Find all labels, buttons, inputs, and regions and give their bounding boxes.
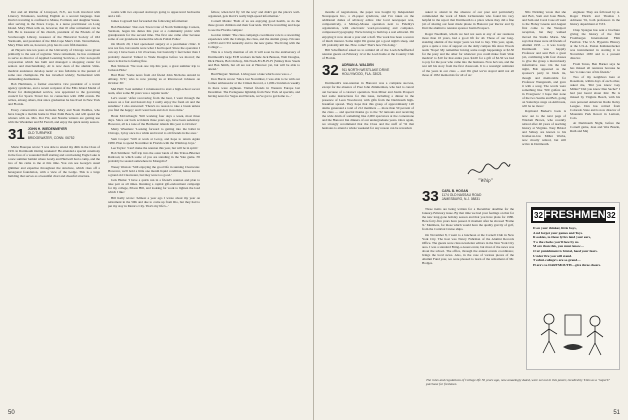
verse-line: M ore than this, you must know— [533,244,584,249]
right-page [314,0,628,420]
class-secretary: ADRIAN A. WALDEN [341,63,374,68]
secretary-city: JAMESBURG, N.J. 08831 [441,197,480,202]
paragraph: rooms with two exposed stairways going to upper-level bedrooms and a loft. [108,10,200,19]
signature-text: "Whip" [478,179,493,184]
poster-banner [531,207,615,223]
paragraph: engineer. They are followed by A. Roger Ehrich and Thomas J. Adriaeze '91, both professors in the history department at V.P.I. [570,10,620,27]
class-header-31 [8,127,100,142]
paragraph: Every conservative area includes Mary and Noah Puddles, who have bought a mobile home in West Palm Beach, and will spend the winters with us. Mrs. Dot Fix, and Natalie winters are getting use with the Wiedemer and Ed Ferrell, and enjoy the quick sunny season. [8,107,100,124]
right-column-2 [422,10,514,160]
verse-line: O ur punishment is brutal, heed your fears. [533,248,598,253]
figure-head [544,314,554,324]
paragraph: This is a lovely mention of all. It will soon be the anniversary of Dartmouth's large ECB workers include Jack Benson, Walt Douglas, Dick Hearn, Bob Ordway, Jim Noah-Fri-Fi-Fi-Fi (Sidney Raw Steels and Ban Smith, but all are not at Hanover yet, but will be able to attend.' [208,50,300,71]
paragraph: Dartmouth's non-reunion in Hanover was a complete success, except for the absence of Prez John Zimmerman, who had to cancel out because of a cataract operation. Stan Mixer and Justin Prospect had some instructions for this issue, including a dinner in the presence of Leon Woodward, with gifts from the Dartmouth high-breakfast spread. They hope that this group of approximately 120 alums generated a total of 212 members — more than 50 percent of the class — and special thanks go to the '32 turnouts and receiving the wide drum of something like 2,000 spectators at the cornerstone and the Hanover Inn dinners of our undergraduate years. Once again, we strongly recommend that the Class and the staff of '32 that hesitates to attend a whole weekend for any reason can be rewarded. [322,81,414,131]
paragraph: Bob Smithers: 'Jeff trip into the outer lands of this Trinos-Bilerner Railroad, in which some of you are standing in the Yale game. I'll probably be seated somewhere in Mongolia!' [108,151,200,164]
class-year: 33 [422,188,439,205]
poster-year-left: 32 [534,210,543,220]
right-column-4 [570,10,620,198]
class-year: 31 [8,126,25,144]
paragraph: James Cogswell had forwarded the following information: [111,19,189,24]
paragraph: Matty Wiseman: 'Looking forward to getting into the ballet in Chicago, I play once in a while and travel to old friends in the area.' [108,127,200,136]
paragraph: Gordon trimm: 'The class campaign coordinator role is a rewarding experience with the College, the class, and the alumni group. I'm sure a DVD and CTO naturally and to the new game. The living with the College'— [208,32,300,50]
figure-body [541,324,557,353]
poster-year-right: 32 [606,210,616,220]
verse-line: T o the clocks you'll face by us. [533,239,580,244]
paragraph: Chap Sprague has sent a brochure giving the history of the first Fromberges International Film Festival. The U.S. Hypatria History at the U.S.A. Pasian Kalinkerdecker was instrumental in starting it in November 1930 and is a present director. [570,27,620,61]
paragraph: Mel Hall: 'Last summer I volunteered to start a high-school soccer team, after some 80 years was a regular team.' [108,86,200,95]
signature-sketch [464,156,514,184]
left-column-3 [208,10,300,99]
paragraph: Three items are being written for a December deadline for the January-February issue. By that time we had your feelings on that for the new long-gone holiday season and that you have plans for 1980. Here forty-five years have passed. It moment after he showed 'Frame X.' Members, for those which would have the quality gravity of golf, from the Carnival Cruise ships. [422,207,514,232]
right-column-2b [422,186,514,376]
verse-line: H ere's to DARTMOUTH—give three cheers. [533,262,601,267]
paragraph: asked to attend in the absence of our prez and particularly commended the work of Mark Lichtenstein who found his very helpful in the report that Dartmouth is a place where they did a fine job of sharing our feast made phone in Hanover per Rector and by Dart the alumni to reunion sponsor Justin Prospect. [422,10,514,31]
class-secretary: JOHN H. WIEDENMEYER [27,127,67,132]
paragraph: Dot and Al Ritchie of Liverpool, N.Y., are both involved with Literacy Volunteers, teaching English as a second language. Ken Davis's traveling is confined to Maine, Portland, and daughter Susan, after serving in the Peace Corps, is a nurse practitioner on Long Island. Mary Ellen tells us, however, that ill after retirement can be full. He is treasurer of his church, president of the Friends of the Scarborough Library, treasurer of the Historical Society of Old Yarmouth, and president of the Mid-Cape Men's Club. Nevertheless, Mary Ellen tells us, however, play has its own fifth mention. [8,10,100,47]
page-number-left: 50 [8,410,15,416]
paragraph: fellow, when he'd fly 'all the way' and didn't get the place's well-organized, gets that it's really high-speed information.' [208,10,300,19]
paragraph: On March 29, I had open-heart surgery at a pacemaker clinic. It was not fun, but results were what I had hoped: Since the operation I can say I have been a bit vivacious, but basically I feel better than I probably deserve! Talked to Wade Douglas before we moved; the news is that he is feeling fine. [108,42,200,63]
paragraph: Brant McCullough: 'Still working four days a week, most three days. Since our back accidents three years ago, have been sedentary. However, all is a tone of the Hermanic islands this year to October.' [108,113,200,126]
figure-hat [563,344,583,350]
paragraph: Bob Hartmann, a former executive vice president of a travel agency syndicate, and a recent recipient of the Ellis Island Medal of Honor for distinguished service, was appointed to the governing council for Sports Travel Inc. in connection with 1980 events. He writes, among others, that since graduation he has lived in New York and Florida. [8,81,100,107]
verse-line: D on your thinker, little boys, [533,226,577,230]
secretary-street: 1174 OLD NASSAU ROAD [441,193,482,198]
paragraph: Let's sweat: 'After recovering from the heat, I went through the season on a fair and hazard day. I really enjoy the fresh air and the sunshine.' I also answered: 'There's no reason to take a break unless you find the happy,' and I went back and do it in no time.' [108,96,200,113]
paragraph: Wesey Weston: 'Still enjoying the good life in sunning Clearwater. However, we'll hold a little one month liquid condition, hence lost in a grand old Clearwater, but they were too good.' [108,164,200,177]
freshmen-poster [526,202,620,370]
paragraph: Bill Schefflerhof asked us to remind all of the Loeb-Schefflerhof reunion guests on February 12 at the Loeb home at the Country Club of Florida. [322,48,414,61]
secretary-street: OLD TURNPIKE [27,131,52,136]
verse-line: R ookies, to these lyrics lend your ears, [533,235,591,240]
paragraph: Cornell Marks: 'Both of us are enjoying good health, as do the three grown children and their four kids. We'll be travelling and hope to see the Florida campus.' [208,19,300,32]
left-column-1 [8,10,100,179]
paragraph: Bud Hargon: 'Retired. Living near a lake which once was a...' [211,72,292,77]
paragraph: Bud Hale: 'Some news from old friend John Nicholas Arnold in Albany, N.Y.; who is now joining us at Riverwood Johnson on October 30.' [108,73,200,86]
paragraph: Raymond Barker's book is now out to the next page of Wisdom Brown, who recently retired after 40 years of teaching history at Virginia. Tony Bristol and Sidney are known to his brother-in-law Miller Warba, now mostly retired, but still active in Dartmouth. [522,109,566,147]
figure-head [590,316,600,326]
paragraph: From Texas, Ben Barker says he has missed all reunions because he has 'to take care of his friends.' [570,61,620,74]
signature-stroke [468,163,510,174]
paragraph: Marie Bourque wrote: 'I was able to attend my 49th in the Class of 1931 in Dartmouth Outing weekend.' He attended a special ceremony in the face of a wounded bluff starting and overlooking Eagle Lake is a new summer hamlet where Grady and Hartwell had a camp, and the two of his came to me at this time. You can see George's usual glimmer and expertise throughout the structure, which rises off a hexagonal foundation, with a view of the Ledge. This is a large building that serves as a beautiful chart and cheerful structure. [8,145,100,178]
poster-verse [533,226,613,267]
paragraph: Jack Hume: 'I have a quick run in a friend's reunion and plan to take part as all times. Running a capital gift-endowment campaign for my college, Prison Hill, and looking for work to lighten the load which I like.' [108,178,200,195]
paragraph: Don Harris wrote: 'Since last November, I was able to be with our former ambassador at the Citizen Record, a 1,000-circulation weekly in there were eighteen. Visited friends in Western Europe last December. The Portuguese lightship from New York ad specials, and having news for Vegas and Nevada, we've got to get home to...' [208,77,300,98]
paragraph: Bill Kelly wrote: 'Almost a year ago I wrote about my year on retirement in the 50th and due to come up from Rio, but they had to put my stay in Mexico City. That's my life's...' [108,195,200,208]
verse-line: T echni-college's are so grand— [533,258,581,263]
class-secretary: CARL B. HOGAN [441,189,469,193]
class-year: 32 [322,62,339,80]
verse-line: U nder fire you will stand. [533,253,572,258]
paragraph: Lee Taylor: 'Can't make the reunion this year, but will be in spirit.' [111,145,199,150]
paragraph: months of negotiations, the paper was bought by Independent Newspapers Inc., a 22-paper syndicate, and I've taken on the additional duties of advisory editor. Our local newspaper was, comparatively, a Mickey-Mouse operation next to Fidelity's organization, with electronic word-processing and computer-compressed typography. We're having to build up a real editorial. I'm enjoying it now about a year and a half. The work has been a source of much interest. Some night I'm gonna get a good night's sleep, and it'll probably kill me. How come? That's how I'm doing.' [322,10,414,47]
page-number-right: 51 [613,410,620,416]
paragraph: At Dartmouth Night, before the Cornell game, Jean and Wes Brazin, Ruth and Maj [570,121,620,134]
secretary-city: BRIDGEWATER, CONN. 06752 [27,135,75,140]
paragraph: Sam Cooper: 'Still at work at Leroy, and hope to return Again 1980. Plan to spend November in Florida with the Winthrop boys.' [108,136,200,145]
paragraph: Al Hayes's late ten years at the University of Chicago were given primarily to the seat of registrar. Since retirement, he has continued to serve as director of Applied Learning Services, a civic non-profit corporation which has built and managed a shopping center for seniors and merchandising. Al is now dean of the alumni 'slide-medical assistance develop teens' or less full-time to the pursuit of some rare champions. He has travelled widely; Switzerland with demanding destinations. [8,48,100,81]
poster-illustration [535,307,613,365]
left-column-2 [108,10,200,209]
class-header-33 [422,189,514,204]
paragraph: Roger Needham, whom we had not seen at any of our reunions more than 10 years, had a good lift for all. Those of our long-standing alumni of the larger years we had to buy. This year, again, gave a quite a vote of support on the daily campus life since Woods team: 'Nope! My remember having some rough happenings at $2.50 for the pony and the other for whatever you could make from 'slide medical' to $10 for that entire year. $4.00 for a gift of $2.50 we had to pay for the poor who came into the business. Now he's ten, and the rest tell his story from the first classroom. It is a nostalgic reminder of the years in our class ... and I'm glad we've stayed until not all those of 1932 memorials for all of us.' [422,31,514,77]
paragraph: Nils Nickling wrote that she and Bob, Sam and Joan Black, and Sam and Carol Case all went to the Hobey Greens and August first come to the Westport reception, but they walked moved the Studio Marie. She says that these were all friends of Alumni 1933 — it was lovely. Dartmouth was happily Professor and sent Bob a great job, combining with four classes to give the group a marvelously informative tour. On the last night, Bob appeared as the sponsor's party in black tie, though and memorable for Professor Wengenoth, and gave it with a song. The words were something like '500 golfers are in Evergreen.' I hope that none of the two Seams and Bob, going on Saturdays stage on Ambrosia, will be no more.' [522,10,566,109]
paragraph: Two of my neighbors here at Rosemont, within days of each other, asked me, 'Did you know Guy Miller?' Did you know Dan Sache?' I had just heard about this: He is missed by Virginia Beach, with his own personal American Radio Relay League. Dan has retired from Colorado State and is now director of Mountain Park Resort in Lamont, Colo. [570,74,620,120]
paragraph: Bob Blackmer: 'Our own Town Crier of North Tumbridge Corners, Vermont, began his duties this year at a community picnic with grandparents for the second time. The first one came after because some of our grandsons learned the whole Polish Polka.' [108,24,200,41]
poster-title: FRESHMEN [543,209,606,221]
class-header-32 [322,63,414,78]
poster-caption: The rules and regulations of College life 50 years ago, now amazingly dated, were set out in this poster, recalled by 'Diex as a "superb" purchase for freshmen. [426,378,610,387]
verse-line: A nd forget your games and Toys. [533,230,584,235]
secretary-city: HOLLYWOOD, FLA. 33021 [341,71,382,76]
secretary-street: 911 NORTH WESTLAKE DRIVE [341,67,390,72]
paragraph: Ben Stimson: 'We took one trip this year, a great summer trip to Jackson Hole.' [108,63,200,72]
right-column-3 [522,10,566,198]
figure-sign [565,315,581,335]
paragraph: On November 8, I went to a luncheon at the Cornell Club in New York City. The host was Nancy Fuhrman of the Alumni Records Office. The guests were class newsletter editors in the New York City area. I was a standard Bring-a-Guest event, but most of the news was about the school. The office, through the annual events coordinator, brings the local news. Also, in the case of various pieces of the Alumni Fund year, we were pleased to learn of the retirement of Mr. Hodges. [422,232,514,266]
right-column-1 [322,10,414,132]
figure-body [587,326,603,355]
